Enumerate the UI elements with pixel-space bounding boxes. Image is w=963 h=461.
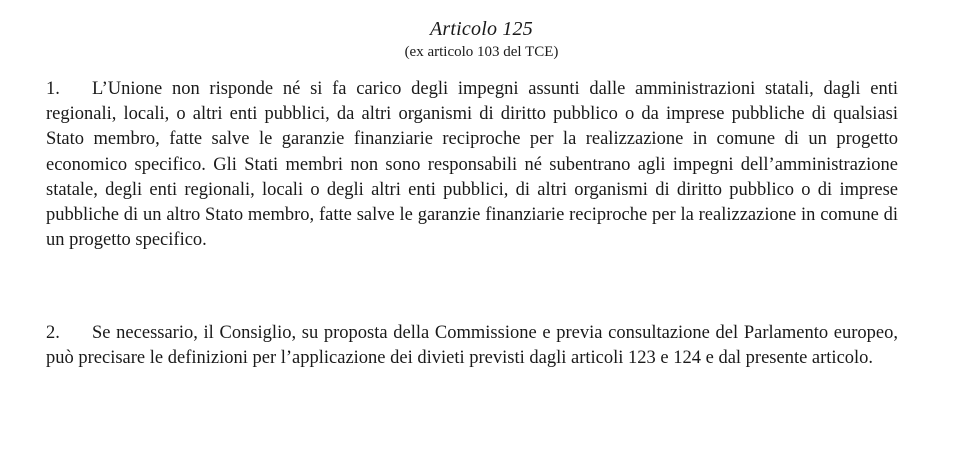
- paragraph-1: [46, 77, 898, 253]
- paragraph-2-text: Se necessario, il Consiglio, su proposta della Commissione e previa consultazione del Parlamento europeo, può precisare le definizioni per l’applicazione dei divieti previsti dagli articoli 123 e 124 e dal presente articolo.: [46, 323, 898, 369]
- paragraph-2: [46, 321, 898, 371]
- article-title: Articolo 125: [430, 18, 533, 40]
- article-subtitle: (ex articolo 103 del TCE): [404, 44, 559, 60]
- paragraph-2-number: 2.: [46, 323, 60, 343]
- paragraph-1-text: L’Unione non risponde né si fa carico degli impegni assunti dalle amministrazioni statali, dagli enti regionali, locali, o altri enti pubblici, da altri organismi di diritto pubblico o da imprese pubbliche di qualsiasi Stato membro, fatte salve le garanzie finanziarie reciproche per la realizzazione in comune di un progetto economico specifico. Gli Stati membri non sono responsabili né subentrano agli impegni dell’amministrazione statale, degli enti regionali, locali o degli altri enti pubblici, di altri organismi di diritto pubblico o di imprese pubbliche di un altro Stato membro, fatte salve le garanzie finanziarie reciproche per la realizzazione in comune di un progetto specifico.: [46, 79, 898, 251]
- paragraph-1-number: 1.: [46, 79, 60, 99]
